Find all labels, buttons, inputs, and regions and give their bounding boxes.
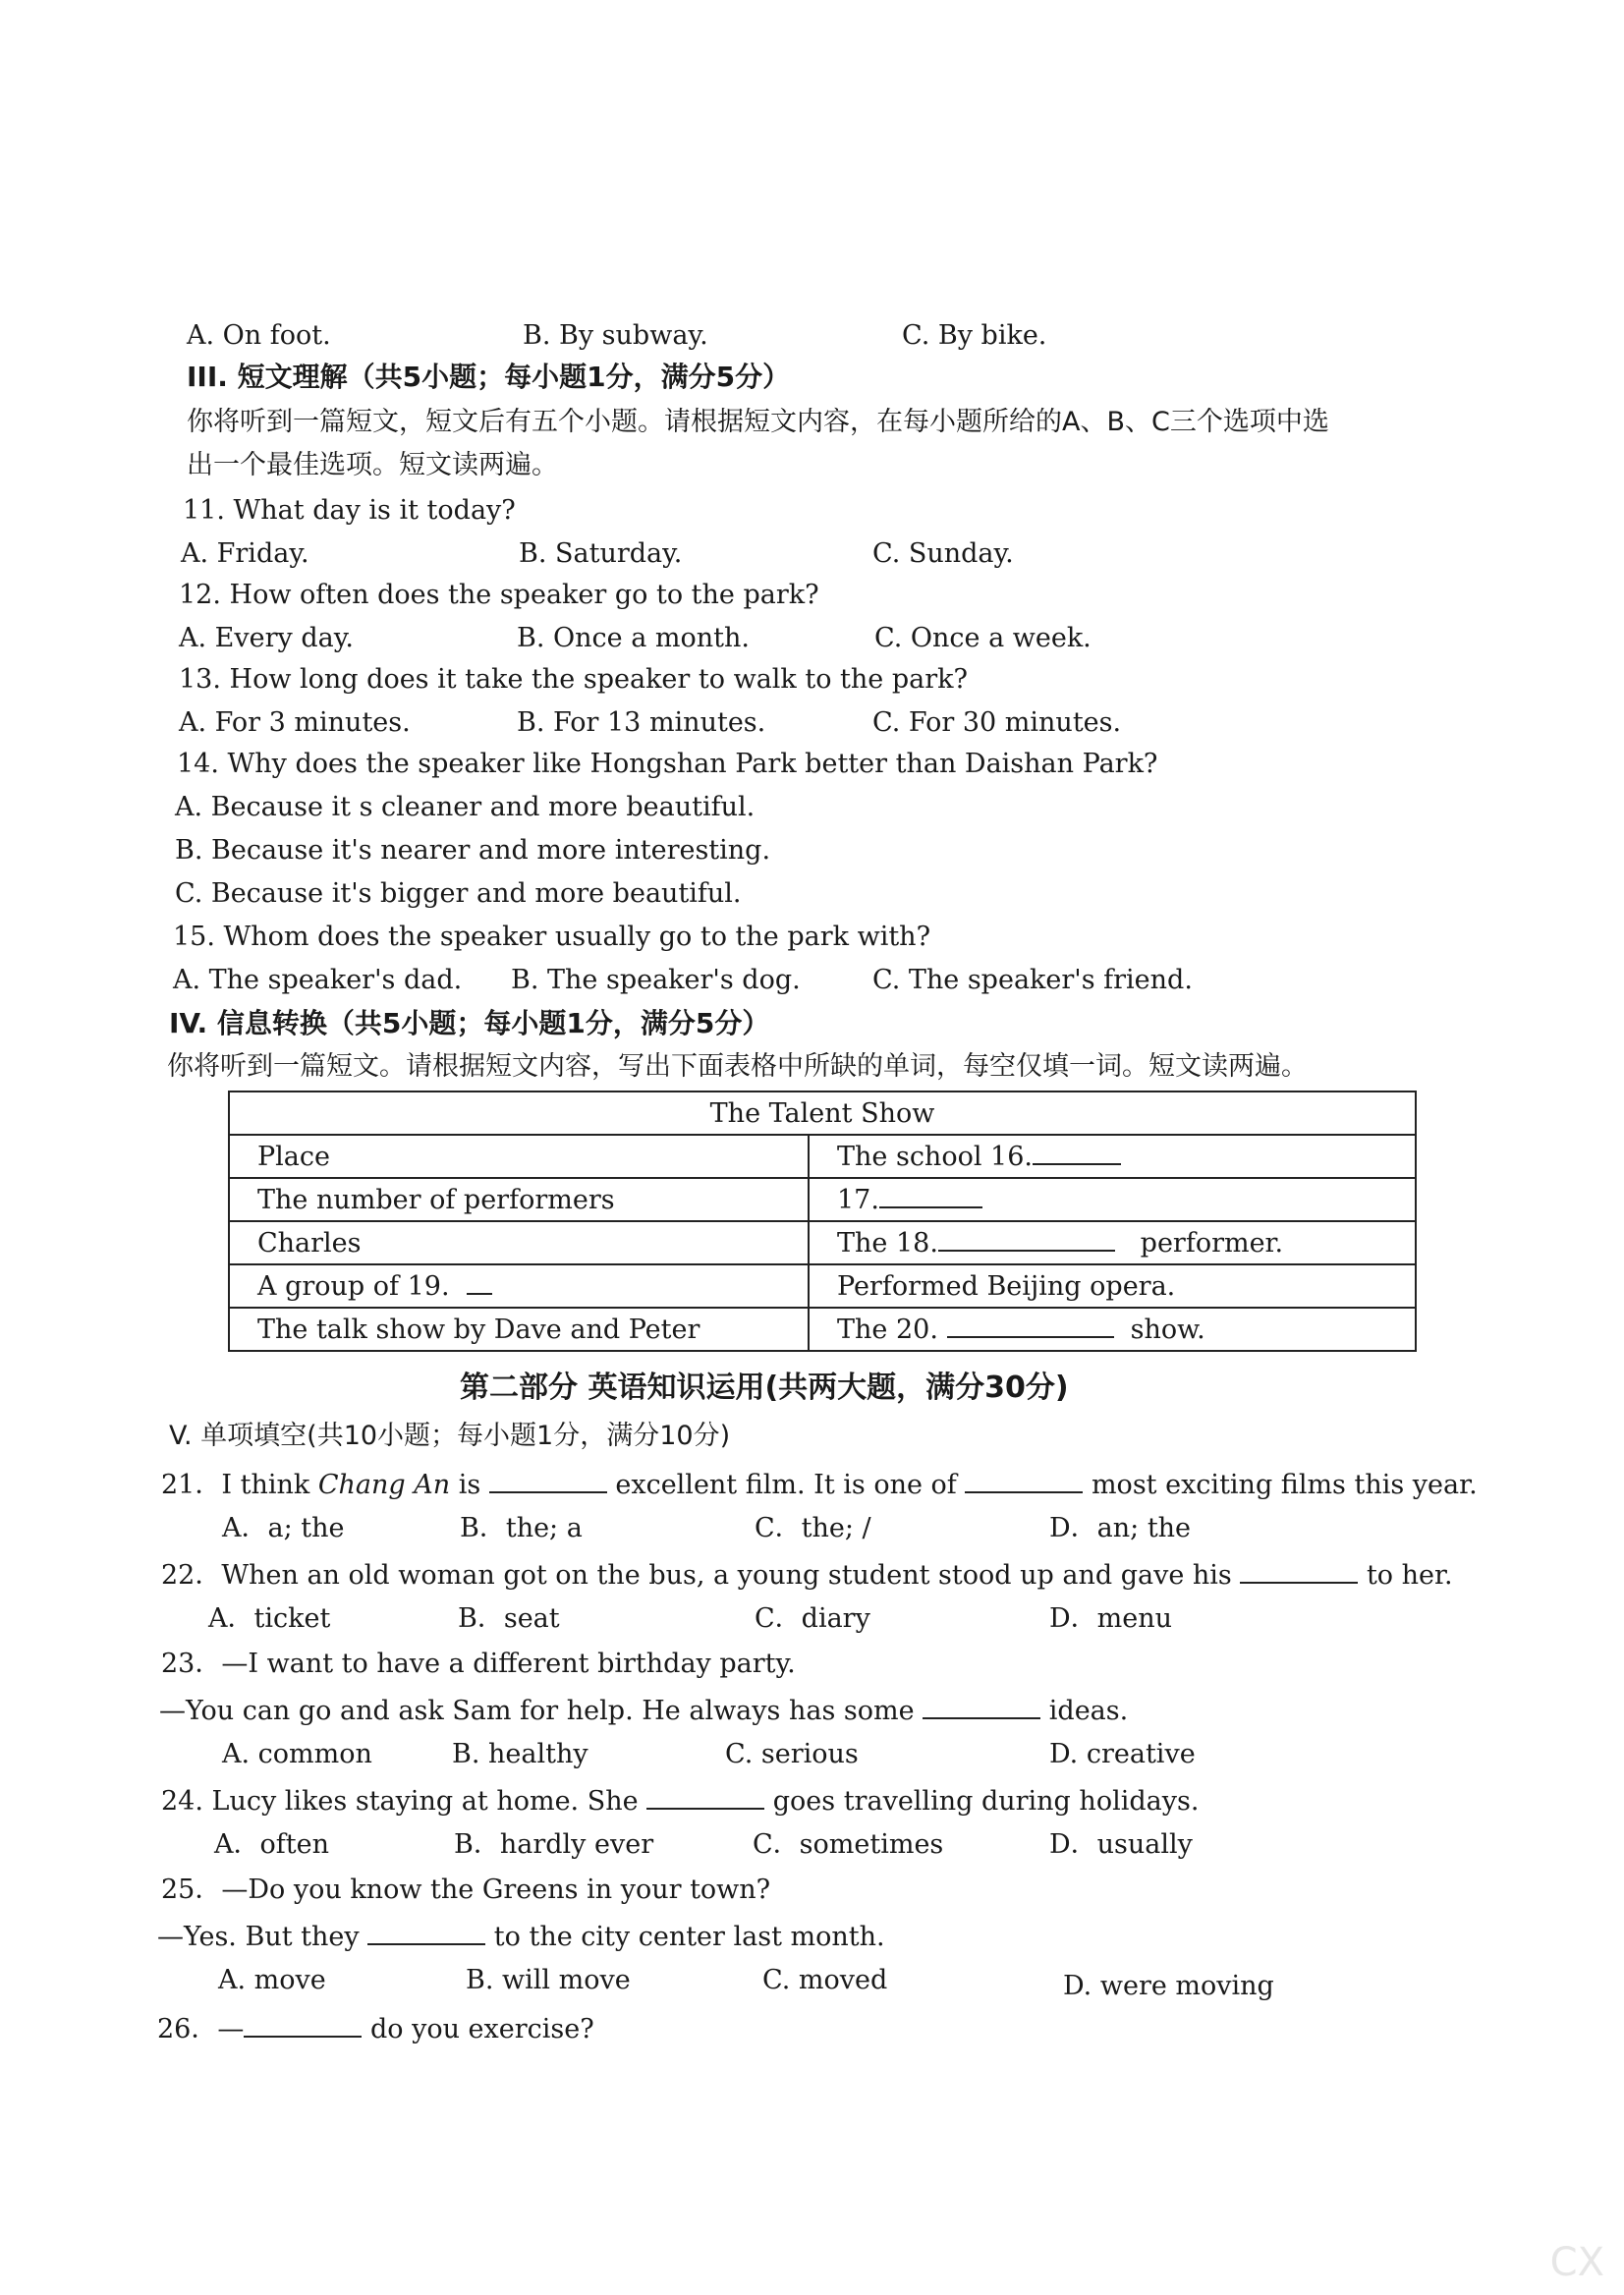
q10-option-a: A. On foot. [187,320,331,351]
q25-option-a: A. move [218,1965,326,1995]
q23-line-2b: ideas. [1040,1696,1129,1726]
q25-option-b: B. will move [466,1965,631,1995]
q23-line-2a: —You can go and ask Sam for help. He always has some [159,1696,924,1726]
answer-blank-16[interactable] [1033,1142,1121,1165]
part2-heading: 第二部分 英语知识运用(共两大题，满分30分) [460,1371,1069,1405]
q21-option-d: D．an; the [1049,1513,1192,1543]
q10-option-c: C. By bike. [902,320,1047,351]
q21-option-a: A．a; the [222,1513,345,1543]
table-row [229,1135,1416,1178]
q24-blank[interactable] [646,1786,764,1810]
q23-option-c: C. serious [725,1739,859,1769]
table-cell-right: Performed Beijing opera. [809,1264,1416,1308]
q21-stem [161,1470,1478,1498]
table-cell-left: The talk show by Dave and Peter [229,1308,809,1351]
q21-text-4: most exciting films this year. [1083,1470,1478,1500]
q11-option-c: C. Sunday. [872,538,1014,569]
q24-text-1: 24. Lucy likes staying at home. She [161,1786,647,1817]
table-row [229,1178,1416,1221]
answer-blank-19[interactable] [467,1271,492,1295]
cell-text-after: show. [1130,1314,1205,1345]
q25-option-c: C. moved [762,1965,888,1995]
q22-number: 22． [161,1560,222,1591]
q15-stem: 15. Whom does the speaker usually go to the park with? [173,922,931,952]
q25-stem [161,1876,770,1903]
q21-film-title: Chang An [317,1470,451,1500]
q11-stem: 11. What day is it today? [183,495,516,526]
table-row [229,1308,1416,1351]
q23-stem [161,1651,796,1677]
q21-blank-2[interactable] [965,1470,1083,1493]
section5-heading: V. 单项填空(共10小题；每小题1分，满分10分) [169,1421,731,1451]
q13-option-c: C. For 30 minutes. [872,707,1122,738]
table-cell-left: Place [229,1135,809,1178]
q11-option-a: A. Friday. [181,538,309,569]
q15-option-a: A. The speaker's dad. [173,965,463,995]
q23-option-d: D. creative [1049,1739,1196,1769]
table-cell-right [809,1308,1416,1351]
q12-stem: 12. How often does the speaker go to the park? [179,580,819,610]
q13-option-b: B. For 13 minutes. [517,707,766,738]
q23-option-b: B. healthy [452,1739,588,1769]
q11-option-b: B. Saturday. [519,538,683,569]
q21-text-2: is [450,1470,489,1500]
answer-blank-20[interactable] [947,1315,1114,1338]
q24-option-b: B．hardly ever [454,1829,654,1860]
q22-text-1: When an old woman got on the bus, a young student stood up and gave his [221,1560,1241,1591]
q24-option-c: C．sometimes [753,1829,944,1860]
q21-number: 21． [161,1470,222,1500]
q12-option-a: A. Every day. [179,623,354,653]
q10-option-b: B. By subway. [523,320,708,351]
q24-option-a: A．often [214,1829,329,1860]
section4-heading: IV. 信息转换（共5小题；每小题1分，满分5分） [169,1007,770,1039]
q12-option-c: C. Once a week. [874,623,1092,653]
q25-option-d: D. were moving [1063,1971,1274,2001]
q21-text-3: excellent film. It is one of [606,1470,966,1500]
talent-show-table [228,1091,1417,1352]
q26-stem [157,2014,594,2043]
q25-line-2b: to the city center last month. [485,1922,885,1952]
answer-blank-17[interactable] [879,1185,982,1208]
table-title-row [229,1092,1416,1135]
cell-text: The 20. [837,1314,938,1345]
table-row [229,1221,1416,1264]
q22-stem [161,1560,1453,1589]
q25-line-2a: —Yes. But they [157,1922,368,1952]
q22-blank[interactable] [1240,1560,1358,1584]
section3-instruction-1: 你将听到一篇短文，短文后有五个小题。请根据短文内容，在每小题所给的A、B、C三个选项中选 [187,407,1329,437]
q23-response [159,1696,1128,1724]
q21-option-c: C．the; / [755,1513,871,1543]
q21-blank-1[interactable] [489,1470,607,1493]
q14-stem: 14. Why does the speaker like Hongshan Park better than Daishan Park? [177,749,1158,779]
cell-text: The school 16. [837,1141,1033,1172]
q25-number: 25． [161,1875,222,1905]
cell-text: A group of 19. [257,1270,450,1302]
q13-stem: 13. How long does it take the speaker to walk to the park? [179,664,968,695]
table-cell-right [809,1135,1416,1178]
q21-text-1: I think [221,1470,318,1500]
q24-option-d: D．usually [1049,1829,1193,1860]
table-title: The Talent Show [229,1092,1416,1135]
q12-option-b: B. Once a month. [517,623,750,653]
q23-option-a: A. common [222,1739,372,1769]
q24-text-2: goes travelling during holidays. [764,1786,1200,1817]
q23-blank[interactable] [923,1696,1040,1719]
table-cell-right [809,1178,1416,1221]
q15-option-c: C. The speaker's friend. [872,965,1193,995]
section3-instruction-2: 出一个最佳选项。短文读两遍。 [187,450,558,480]
q22-option-d: D．menu [1049,1603,1173,1634]
q22-option-a: A．ticket [208,1603,331,1634]
cell-text-after: performer. [1140,1227,1284,1259]
q22-option-c: C．diary [755,1603,870,1634]
q21-option-b: B．the; a [460,1513,583,1543]
q23-number: 23． [161,1649,222,1679]
cell-text: The 18. [837,1227,938,1259]
q25-line-1: —Do you know the Greens in your town? [221,1875,771,1905]
q14-option-b: B. Because it's nearer and more interesting. [175,835,771,866]
q22-option-b: B．seat [458,1603,560,1634]
q25-blank[interactable] [367,1922,485,1945]
q14-option-a: A. Because it s cleaner and more beautiful. [175,792,756,822]
section3-heading: III. 短文理解（共5小题；每小题1分，满分5分） [187,361,791,393]
table-row [229,1264,1416,1308]
q23-line-1: —I want to have a different birthday party. [221,1649,796,1679]
cell-text: 17. [837,1184,879,1215]
table-cell-left: The number of performers [229,1178,809,1221]
table-cell-right [809,1221,1416,1264]
table-cell-left [229,1264,809,1308]
answer-blank-18[interactable] [938,1228,1115,1252]
q26-dash: — [217,2014,245,2044]
q15-option-b: B. The speaker's dog. [511,965,801,995]
table-cell-left: Charles [229,1221,809,1264]
q24-stem [161,1786,1199,1815]
q22-text-2: to her. [1358,1560,1453,1591]
q26-blank[interactable] [244,2014,362,2038]
q26-text: do you exercise? [362,2014,594,2044]
section4-instruction: 你将听到一篇短文。请根据短文内容，写出下面表格中所缺的单词，每空仅填一词。短文读两遍。 [167,1051,1308,1082]
q13-option-a: A. For 3 minutes. [179,707,411,738]
q26-number: 26． [157,2014,218,2044]
q14-option-c: C. Because it's bigger and more beautiful. [175,878,742,909]
q25-response [157,1922,885,1950]
watermark: CX [1549,2240,1604,2285]
